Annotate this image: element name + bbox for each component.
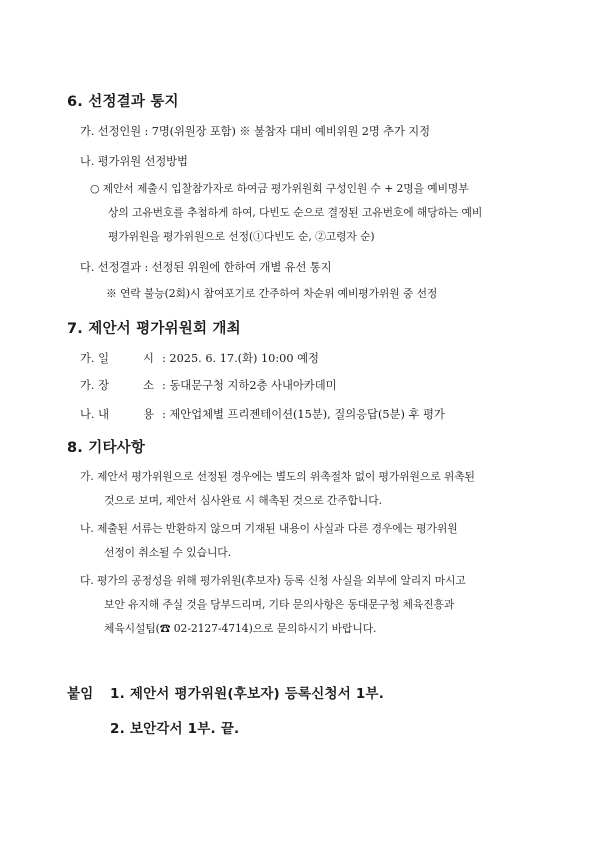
s8-item-b-line1: 나. 제출된 서류는 반환하지 않으며 기재된 내용이 사실과 다른 경우에는 평가위원 — [80, 522, 458, 535]
section-6-heading: 6. 선정결과 통지 — [67, 94, 179, 110]
s7-row-label: 가. 장 — [80, 379, 110, 392]
attachment-item-2: 2. 보안각서 1부. 끝. — [110, 721, 240, 737]
s7-row-label: 나. 내 — [80, 408, 110, 421]
s8-item-c-line1: 다. 평가의 공정성을 위해 평가위원(후보자) 등록 신청 사실을 외부에 알리지 마시고 — [80, 574, 466, 587]
section-7-heading: 7. 제안서 평가위원회 개최 — [67, 321, 241, 337]
s8-item-c-line3: 체육시설팀(☎ 02-2127-4714)으로 문의하시기 바랍니다. — [104, 622, 377, 635]
attachment-item-1: 1. 제안서 평가위원(후보자) 등록신청서 1부. — [110, 686, 385, 702]
s8-item-b-line2: 선정이 취소될 수 있습니다. — [104, 546, 231, 559]
s6-item-c: 다. 선정결과 : 선정된 위원에 한하여 개별 유선 통지 — [80, 261, 332, 274]
s6-item-c-note: ※ 연락 불능(2회)시 참여포기로 간주하여 차순위 예비평가위원 중 선정 — [106, 287, 438, 300]
s7-row-value: : 2025. 6. 17.(화) 10:00 예정 — [162, 352, 319, 365]
s8-item-c-line2: 보안 유지해 주실 것을 당부드리며, 기타 문의사항은 동대문구청 체육진흥과 — [104, 598, 455, 611]
attachment-label: 붙임 — [67, 686, 94, 702]
s7-row-label2: 용 — [143, 408, 154, 421]
s7-row-label2: 시 — [143, 352, 154, 365]
section-8-heading: 8. 기타사항 — [67, 440, 146, 456]
s6-item-b-line1: ○ 제안서 제출시 입찰참가자로 하여금 평가위원회 구성인원 수 + 2명을 예비명부 — [90, 182, 469, 195]
s6-item-b: 나. 평가위원 선정방법 — [80, 155, 188, 168]
s7-row-label: 가. 일 — [80, 352, 110, 365]
s6-item-b-line2: 상의 고유번호를 추첨하게 하여, 다빈도 순으로 결정된 고유번호에 해당하는 예비 — [108, 206, 483, 219]
s7-row-value: : 동대문구청 지하2층 사내아카데미 — [162, 379, 337, 392]
s6-item-a: 가. 선정인원 : 7명(위원장 포함) ※ 불참자 대비 예비위원 2명 추가 지정 — [80, 125, 430, 138]
s8-item-a-line1: 가. 제안서 평가위원으로 선정된 경우에는 별도의 위촉절차 없이 평가위원으로 위촉된 — [80, 470, 475, 483]
s7-row-value: : 제안업체별 프리젠테이션(15분), 질의응답(5분) 후 평가 — [162, 408, 445, 421]
s6-item-b-line3: 평가위원을 평가위원으로 선정(①다빈도 순, ②고령자 순) — [108, 230, 375, 243]
s8-item-a-line2: 것으로 보며, 제안서 심사완료 시 해촉된 것으로 간주합니다. — [104, 494, 382, 507]
s7-row-label2: 소 — [143, 379, 154, 392]
